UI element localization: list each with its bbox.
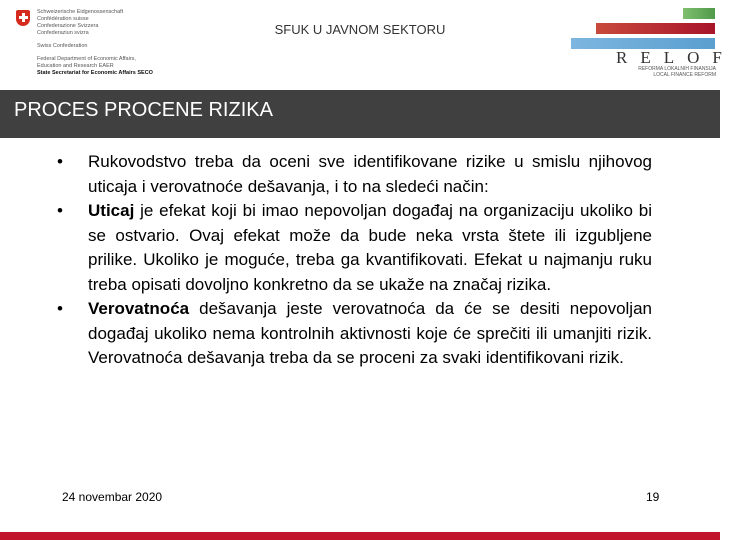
relof-red-bar — [596, 23, 715, 34]
relof-green-bar — [683, 8, 715, 19]
header-title: SFUK U JAVNOM SEKTORU — [274, 22, 446, 37]
bullet-bold: Verovatnoća — [88, 299, 190, 318]
relof-sub1: REFORMA LOKALNIH FINANSIJA — [638, 66, 716, 72]
gov-line: Education and Research EAER — [37, 63, 114, 69]
slide-title: PROCES PROCENE RIZIKA — [14, 99, 273, 121]
bullet-text: je efekat koji bi imao nepovoljan događaj na organizaciju ukoliko bi se ostvario. Ovaj efekat može da bude neka vrsta štete ili izgubljene prilike. Ukoliko je moguće, treba ga kvantifikovati. Efekat u najmanju ruku treba opisati dovoljno konkretno da se ukaže na značaj rizika. — [88, 201, 652, 294]
gov-line: Confédération suisse — [37, 16, 89, 22]
bullet-item — [60, 297, 652, 371]
relof-logo: RELOF — [616, 48, 735, 67]
gov-line: Swiss Confederation — [37, 43, 88, 49]
relof-subtitle — [620, 66, 716, 78]
gov-line: Federal Department of Economic Affairs, — [37, 56, 136, 62]
gov-line: Confederazione Svizzera — [37, 23, 99, 29]
page-number: 19 — [646, 490, 660, 504]
gov-line: Confederaziun svizra — [37, 30, 89, 36]
gov-line: State Secretariat for Economic Affairs SECO — [37, 70, 153, 76]
footer-date: 24 novembar 2020 — [62, 490, 163, 504]
bullet-text: dešavanja jeste verovatnoća da će se desiti nepovoljan događaj ukoliko nema kontrolnih aktivnosti koje će sprečiti ili umanjiti rizik. Verovatnoća dešavanja treba da se proceni za svaki identifikovani rizik. — [88, 299, 652, 367]
bullet-item — [60, 199, 652, 297]
government-logo-text — [37, 9, 153, 77]
slide-title-bar — [0, 90, 720, 138]
bullet-text: Rukovodstvo treba da oceni sve identifikovane rizike u smislu njihovog uticaja i verovatnoće dešavanja, i to na sledeći način: — [88, 152, 652, 196]
bullet-bold: Uticaj — [88, 201, 135, 220]
bullet-list — [60, 150, 652, 371]
gov-line: Schweizerische Eidgenossenschaft — [37, 9, 124, 15]
bullet-item — [60, 150, 652, 199]
bottom-red-line — [0, 532, 720, 540]
relof-sub2: LOCAL FINANCE REFORM — [653, 72, 716, 78]
